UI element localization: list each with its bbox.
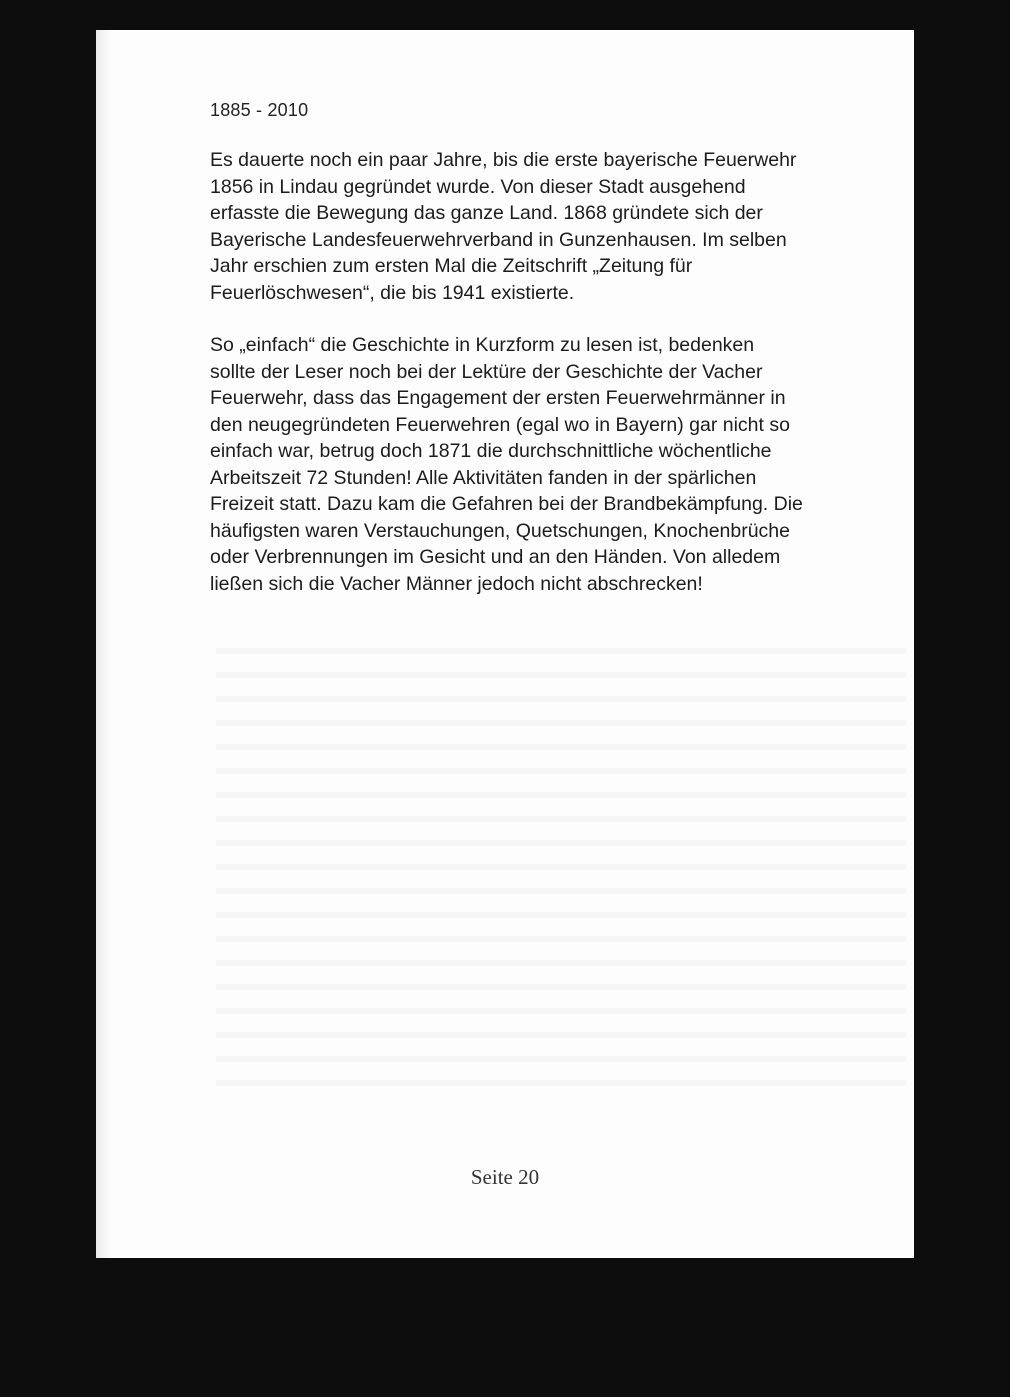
body-text: [210, 147, 910, 623]
text-line: Arbeitszeit 72 Stunden! Alle Aktivitäten fanden in der spärlichen: [210, 466, 757, 489]
text-line: Freizeit statt. Dazu kam die Gefahren bei der Brandbekämpfung. Die: [210, 493, 803, 515]
text-line: ließen sich die Vacher Männer jedoch nicht abschrecken!: [210, 572, 703, 595]
text-line: den neugegründeten Feuerwehren (egal wo in Bayern) gar nicht so: [210, 413, 790, 436]
text-line: Feuerlöschwesen“, die bis 1941 existierte.: [210, 281, 575, 304]
paragraph-2: [210, 332, 910, 597]
text-line: So „einfach“ die Geschichte in Kurzform zu lesen ist, bedenken: [210, 334, 755, 356]
page-number: Seite 20: [470, 1165, 540, 1189]
page-edge-shadow: [96, 30, 110, 1258]
text-line: Feuerwehr, dass das Engagement der ersten Feuerwehrmänner in: [210, 387, 786, 409]
text-line: einfach war, betrug doch 1871 die durchschnittliche wöchentliche: [210, 440, 772, 462]
text-line: 1856 in Lindau gegründet wurde. Von dieser Stadt ausgehend: [210, 175, 746, 198]
text-line: Jahr erschien zum ersten Mal die Zeitschrift „Zeitung für: [210, 255, 693, 277]
text-line: Bayerische Landesfeuerwehrverband in Gunzenhausen. Im selben: [210, 228, 787, 251]
text-line: erfasste die Bewegung das ganze Land. 1868 gründete sich der: [210, 202, 763, 224]
text-line: häufigsten waren Verstauchungen, Quetschungen, Knochenbrüche: [210, 519, 791, 542]
bleed-through-text: [216, 630, 906, 1100]
text-line: oder Verbrennungen im Gesicht und an den Händen. Von alledem: [210, 546, 781, 568]
text-line: sollte der Leser noch bei der Lektüre der Geschichte der Vacher: [210, 360, 763, 383]
running-header: 1885 - 2010: [210, 100, 309, 120]
document-page: [96, 30, 914, 1258]
text-line: Es dauerte noch ein paar Jahre, bis die erste bayerische Feuerwehr: [210, 149, 797, 171]
paragraph-1: [210, 147, 910, 306]
